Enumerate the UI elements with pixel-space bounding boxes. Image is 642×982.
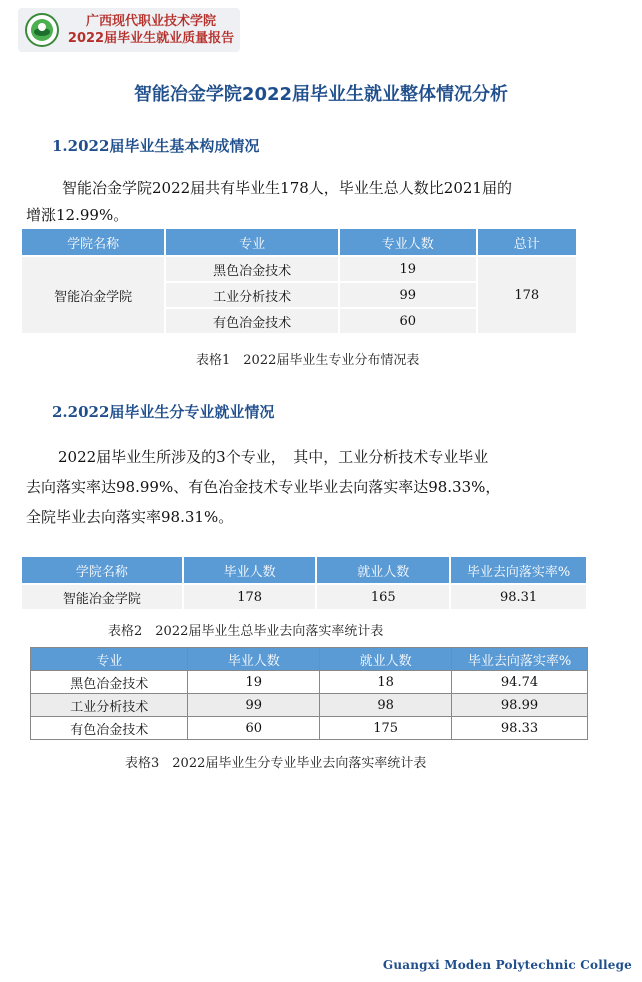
table-cell: 18 <box>320 671 452 694</box>
count-cell: 99 <box>339 282 477 308</box>
count-cell: 60 <box>339 308 477 334</box>
table-cell: 178 <box>183 584 317 610</box>
table-cell: 98.31 <box>450 584 587 610</box>
section2-line3: 全院毕业去向落实率98.31%。 <box>26 508 234 526</box>
table-cell: 99 <box>188 694 320 717</box>
footer-college-name: Guangxi Moden Polytechnic College <box>382 958 632 972</box>
table-header-row <box>21 228 577 256</box>
table-header-cell: 毕业人数 <box>188 648 320 671</box>
total-cell: 178 <box>477 256 578 334</box>
table-header-cell: 就业人数 <box>320 648 452 671</box>
table-header-cell: 学院名称 <box>21 228 165 256</box>
table-cell: 98.33 <box>452 717 588 740</box>
table-header-cell: 毕业去向落实率% <box>452 648 588 671</box>
table-header-cell: 学院名称 <box>21 556 183 584</box>
major-cell: 黑色冶金技术 <box>165 256 339 282</box>
table-header-cell: 就业人数 <box>316 556 450 584</box>
major-distribution-table <box>20 227 578 335</box>
table-cell: 98.99 <box>452 694 588 717</box>
table-cell: 有色冶金技术 <box>31 717 188 740</box>
table-header-cell: 毕业人数 <box>183 556 317 584</box>
section2-paragraph <box>26 442 594 532</box>
section2-heading: 2.2022届毕业生分专业就业情况 <box>52 403 275 421</box>
major-cell: 有色冶金技术 <box>165 308 339 334</box>
table-header-cell: 专业人数 <box>339 228 477 256</box>
table-header-cell: 专业 <box>165 228 339 256</box>
table-row <box>21 256 577 282</box>
header-title <box>66 13 236 47</box>
table-cell: 智能冶金学院 <box>21 584 183 610</box>
table-cell: 黑色冶金技术 <box>31 671 188 694</box>
section2-line2: 去向落实率达98.99%、有色冶金技术专业毕业去向落实率达98.33%， <box>26 478 501 496</box>
section1-line1: 智能冶金学院2022届共有毕业生178人，毕业生总人数比2021届的 <box>62 179 512 197</box>
overall-placement-table <box>20 555 588 611</box>
header-banner <box>18 8 240 52</box>
table-cell: 60 <box>188 717 320 740</box>
header-line2: 2022届毕业生就业质量报告 <box>67 31 235 46</box>
table-row <box>31 671 588 694</box>
table-cell: 165 <box>316 584 450 610</box>
table-header-cell: 毕业去向落实率% <box>450 556 587 584</box>
table3-caption: 表格3 2022届毕业生分专业毕业去向落实率统计表 <box>125 756 427 771</box>
table-header-cell: 专业 <box>31 648 188 671</box>
table2-caption: 表格2 2022届毕业生总毕业去向落实率统计表 <box>108 624 384 639</box>
college-cell: 智能冶金学院 <box>21 256 165 334</box>
section1-heading: 1.2022届毕业生基本构成情况 <box>52 137 260 155</box>
section1-paragraph <box>26 177 594 225</box>
major-cell: 工业分析技术 <box>165 282 339 308</box>
section1-line2: 增涨12.99%。 <box>26 206 129 224</box>
header-line1: 广西现代职业技术学院 <box>85 14 216 29</box>
table-row <box>31 694 588 717</box>
section2-line1: 2022届毕业生所涉及的3个专业， 其中，工业分析技术专业毕业 <box>58 448 489 466</box>
table1-caption: 表格1 2022届毕业生专业分布情况表 <box>196 353 420 368</box>
page-title: 智能冶金学院2022届毕业生就业整体情况分析 <box>133 84 509 105</box>
table-row <box>31 717 588 740</box>
table-row <box>21 584 587 610</box>
table-cell: 工业分析技术 <box>31 694 188 717</box>
table-cell: 19 <box>188 671 320 694</box>
table-cell: 175 <box>320 717 452 740</box>
table-cell: 94.74 <box>452 671 588 694</box>
major-placement-table <box>30 647 588 740</box>
table-header-cell: 总计 <box>477 228 578 256</box>
table-header-row <box>21 556 587 584</box>
table-cell: 98 <box>320 694 452 717</box>
count-cell: 19 <box>339 256 477 282</box>
table-header-row <box>31 648 588 671</box>
college-logo-icon <box>24 12 60 48</box>
